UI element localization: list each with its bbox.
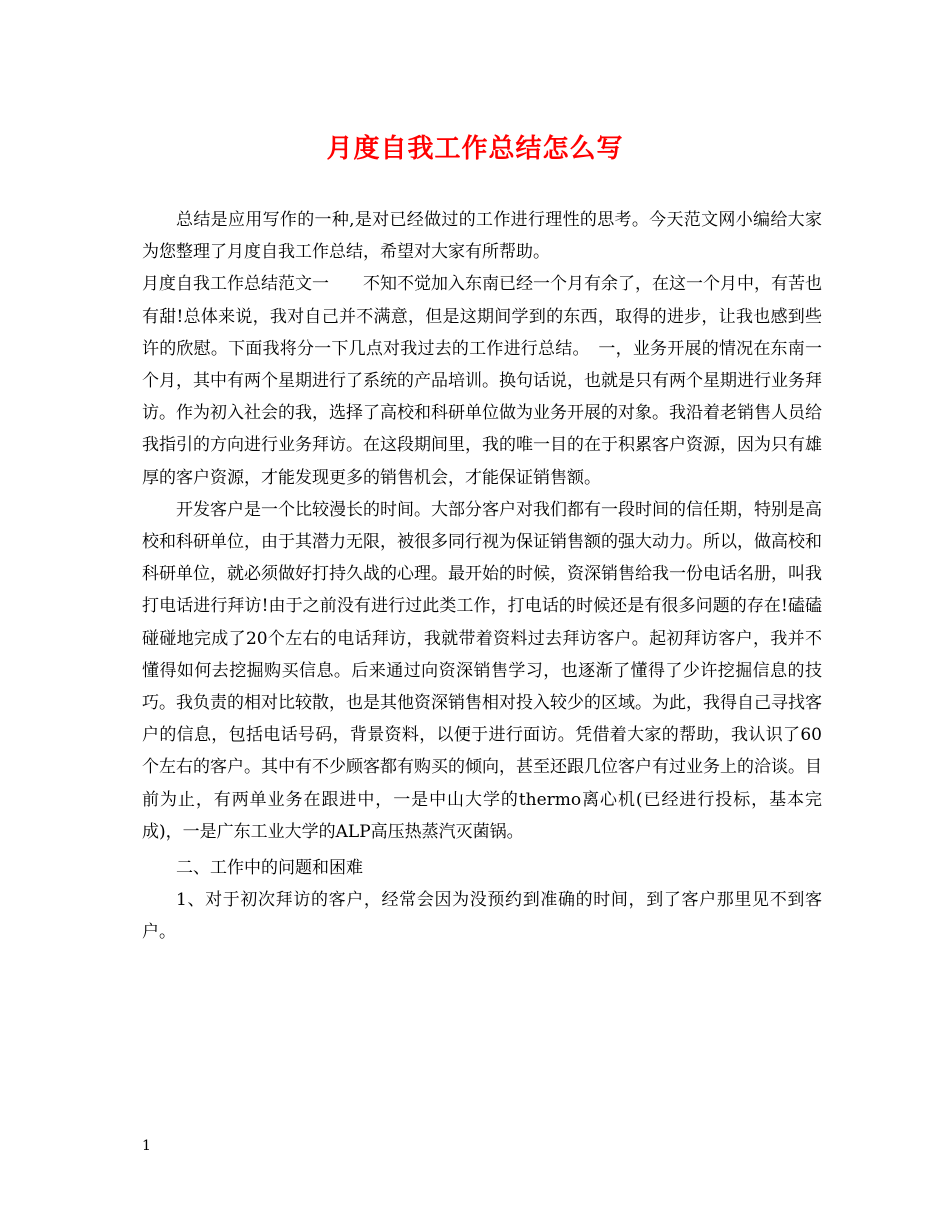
paragraph-intro: 总结是应用写作的一种,是对已经做过的工作进行理性的思考。今天范文网小编给大家为您整理了月度自我工作总结，希望对大家有所帮助。 xyxy=(142,210,822,263)
paragraph-problem-one: 1、对于初次拜访的客户，经常会因为没预约到准确的时间，到了客户那里见不到客户。 xyxy=(142,890,822,943)
document-body xyxy=(142,204,822,949)
paragraph-client-development: 开发客户是一个比较漫长的时间。大部分客户对我们都有一段时间的信任期，特别是高校和科研单位，由于其潜力无限，被很多同行视为保证销售额的强大动力。所以，做高校和科研单位，就必须做好打持久战的心理。最开始的时候，资深销售给我一份电话名册，叫我打电话进行拜访!由于之前没有进行过此类工作，打电话的时候还是有很多问题的存在!磕磕碰碰地完成了20个左右的电话拜访，我就带着资料过去拜访客户。起初拜访客户，我并不懂得如何去挖掘购买信息。后来通过向资深销售学习，也逐渐了懂得了少许挖掘信息的技巧。我负责的相对比较散，也是其他资深销售相对投入较少的区域。为此，我得自己寻找客户的信息，包括电话号码，背景资料，以便于进行面访。凭借着大家的帮助，我认识了60个左右的客户。其中有不少顾客都有购买的倾向，甚至还跟几位客户有过业务上的洽谈。目前为止，有两单业务在跟进中，一是中山大学的thermo离心机(已经进行投标，基本完成)，一是广东工业大学的ALP高压热蒸汽灭菌锅。 xyxy=(142,499,822,842)
paragraph-example-one: 月度自我工作总结范文一 不知不觉加入东南已经一个月有余了，在这一个月中，有苦也有甜!总体来说，我对自己并不满意，但是这期间学到的东西，取得的进步，让我也感到些许的欣慰。下面我将分一下几点对我过去的工作进行总结。 一，业务开展的情况在东南一个月，其中有两个星期进行了系统的产品培训。换句话说，也就是只有两个星期进行业务拜访。作为初入社会的我，选择了高校和科研单位做为业务开展的对象。我沿着老销售人员给我指引的方向进行业务拜访。在这段期间里，我的唯一目的在于积累客户资源，因为只有雄厚的客户资源，才能发现更多的销售机会，才能保证销售额。 xyxy=(142,274,822,488)
section-heading-problems: 二、工作中的问题和困难 xyxy=(176,858,363,879)
document-title: 月度自我工作总结怎么写 xyxy=(326,134,624,164)
page-number: 1 xyxy=(142,1138,151,1154)
